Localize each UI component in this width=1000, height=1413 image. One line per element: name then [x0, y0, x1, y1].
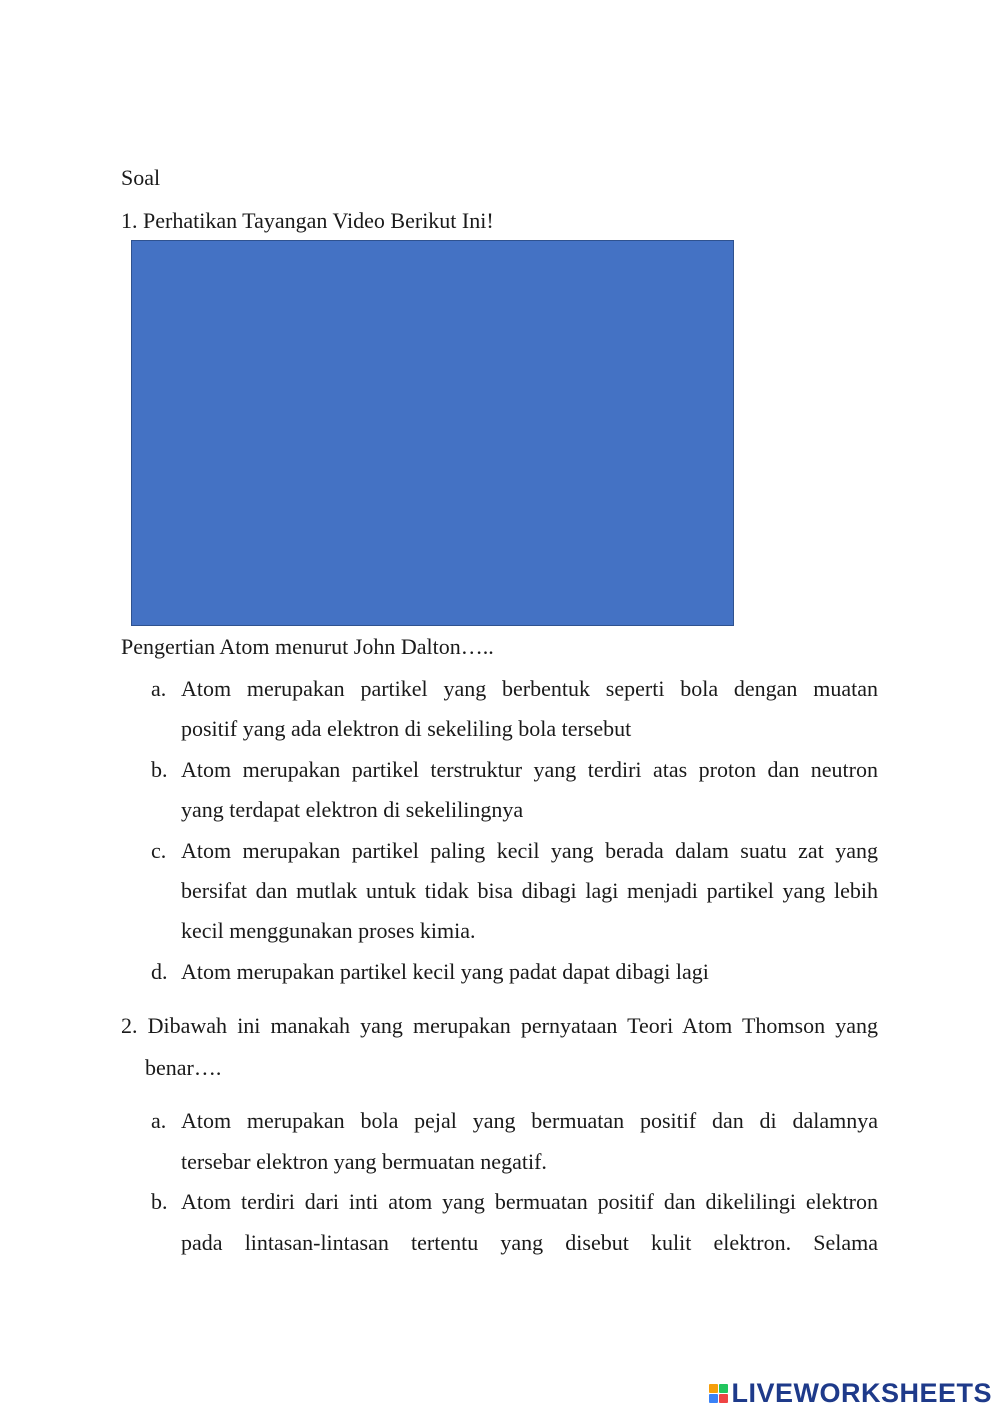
liveworksheets-logo [709, 1378, 992, 1408]
video-placeholder[interactable] [131, 240, 734, 626]
option-line: Atom merupakan bola pejal yang bermuatan positif dan di dalamnya [181, 1108, 878, 1133]
logo-mark-icon [709, 1384, 728, 1403]
option-line: pada lintasan-lintasan tertentu yang disebut kulit elektron. Selama [181, 1230, 878, 1255]
option-letter: b. [151, 757, 168, 782]
option-line: Atom merupakan partikel yang berbentuk seperti bola dengan muatan [181, 676, 878, 701]
logo-text: LIVEWORKSHEETS [731, 1378, 992, 1408]
option-line: kecil menggunakan proses kimia. [181, 918, 476, 943]
option-line: yang terdapat elektron di sekelilingnya [181, 797, 524, 822]
option-line: tersebar elektron yang bermuatan negatif. [181, 1149, 547, 1174]
option-line: Atom terdiri dari inti atom yang bermuatan positif dan dikelilingi elektron [181, 1189, 878, 1214]
option-letter: b. [151, 1189, 168, 1214]
question-2-title-cont: benar…. [145, 1055, 222, 1080]
option-letter: a. [151, 676, 167, 701]
question-1-title: 1. Perhatikan Tayangan Video Berikut Ini! [121, 208, 494, 233]
option-letter: a. [151, 1108, 167, 1133]
option-letter: d. [151, 959, 168, 984]
option-line: Atom merupakan partikel kecil yang padat dapat dibagi lagi [181, 959, 709, 984]
option-line: bersifat dan mutlak untuk tidak bisa dibagi lagi menjadi partikel yang lebih [181, 878, 878, 903]
option-line: positif yang ada elektron di sekeliling bola tersebut [181, 716, 632, 741]
section-heading: Soal [121, 165, 161, 190]
option-line: Atom merupakan partikel terstruktur yang terdiri atas proton dan neutron [181, 757, 878, 782]
question-1-prompt: Pengertian Atom menurut John Dalton….. [121, 634, 494, 659]
option-letter: c. [151, 838, 167, 863]
question-2-title: 2. Dibawah ini manakah yang merupakan pernyataan Teori Atom Thomson yang [121, 1013, 878, 1038]
option-line: Atom merupakan partikel paling kecil yang berada dalam suatu zat yang [181, 838, 878, 863]
